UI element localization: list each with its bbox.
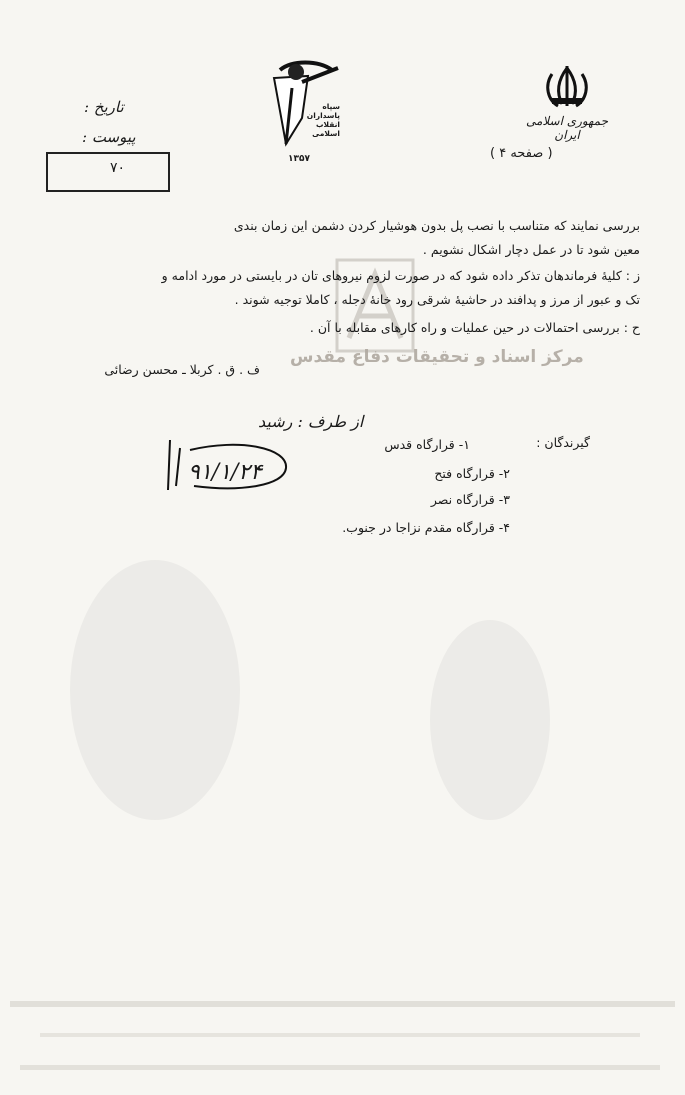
handwritten-date: ۹۱/۱/۲۴ [188, 460, 262, 485]
attachment-label: پیوست : [82, 128, 136, 146]
watermark-text: مرکز اسناد و تحقیقات دفاع مقدس [290, 347, 584, 367]
scan-stain [430, 620, 550, 820]
letter-number-value: ۷۰ [110, 160, 126, 176]
letter-number-box [46, 152, 170, 192]
letter-body [60, 212, 640, 377]
irgc-emblem-year: ۱۳۵۷ [288, 154, 310, 164]
distribution-item: ۴- قرارگاه مقدم نزاجا در جنوب. [342, 520, 510, 535]
distribution-item: ۲- قرارگاه فتح [434, 466, 510, 481]
irgc-emblem-caption: سپاه پاسداران انقلاب اسلامی [306, 102, 340, 138]
body-line: معین شود تا در عمل دچار اشکال نشویم . [422, 242, 640, 257]
signatory-line: ف . ق . کربلا ـ محسن رضائی [104, 362, 260, 377]
body-line: تک و عبور از مرز و پدافند در حاشیهٔ شرقی رود خانهٔ دجله ، کاملا توجیه شوند . [234, 292, 640, 307]
distribution-item: ۱- قرارگاه قدس [384, 437, 470, 452]
scan-stain [70, 560, 240, 820]
date-label: تاریخ : [84, 98, 124, 116]
irgc-emblem [262, 58, 342, 168]
distribution-label: گیرندگان : [536, 435, 590, 450]
scan-artifact-band [0, 985, 685, 1095]
distribution-item: ۳- قرارگاه نصر [430, 492, 510, 507]
iran-emblem [522, 60, 612, 140]
body-line: بررسی نمایند که متناسب با نصب پل بدون هوشیار کردن دشمن این زمان بندی [233, 218, 640, 233]
body-line: ز : کلیهٔ فرماندهان تذکر داده شود که در صورت لزوم نیروهای تان در بایستی در مورد ادامه و [161, 268, 640, 283]
iran-emblem-caption: جمهوری اسلامی ایران [525, 114, 609, 142]
body-line: ح : بررسی احتمالات در حین عملیات و راه کارهای مقابله با آن . [309, 320, 640, 335]
handwritten-note: از طرف : رشید [258, 412, 364, 431]
page-number: ( صفحه ۴ ) [490, 146, 553, 161]
